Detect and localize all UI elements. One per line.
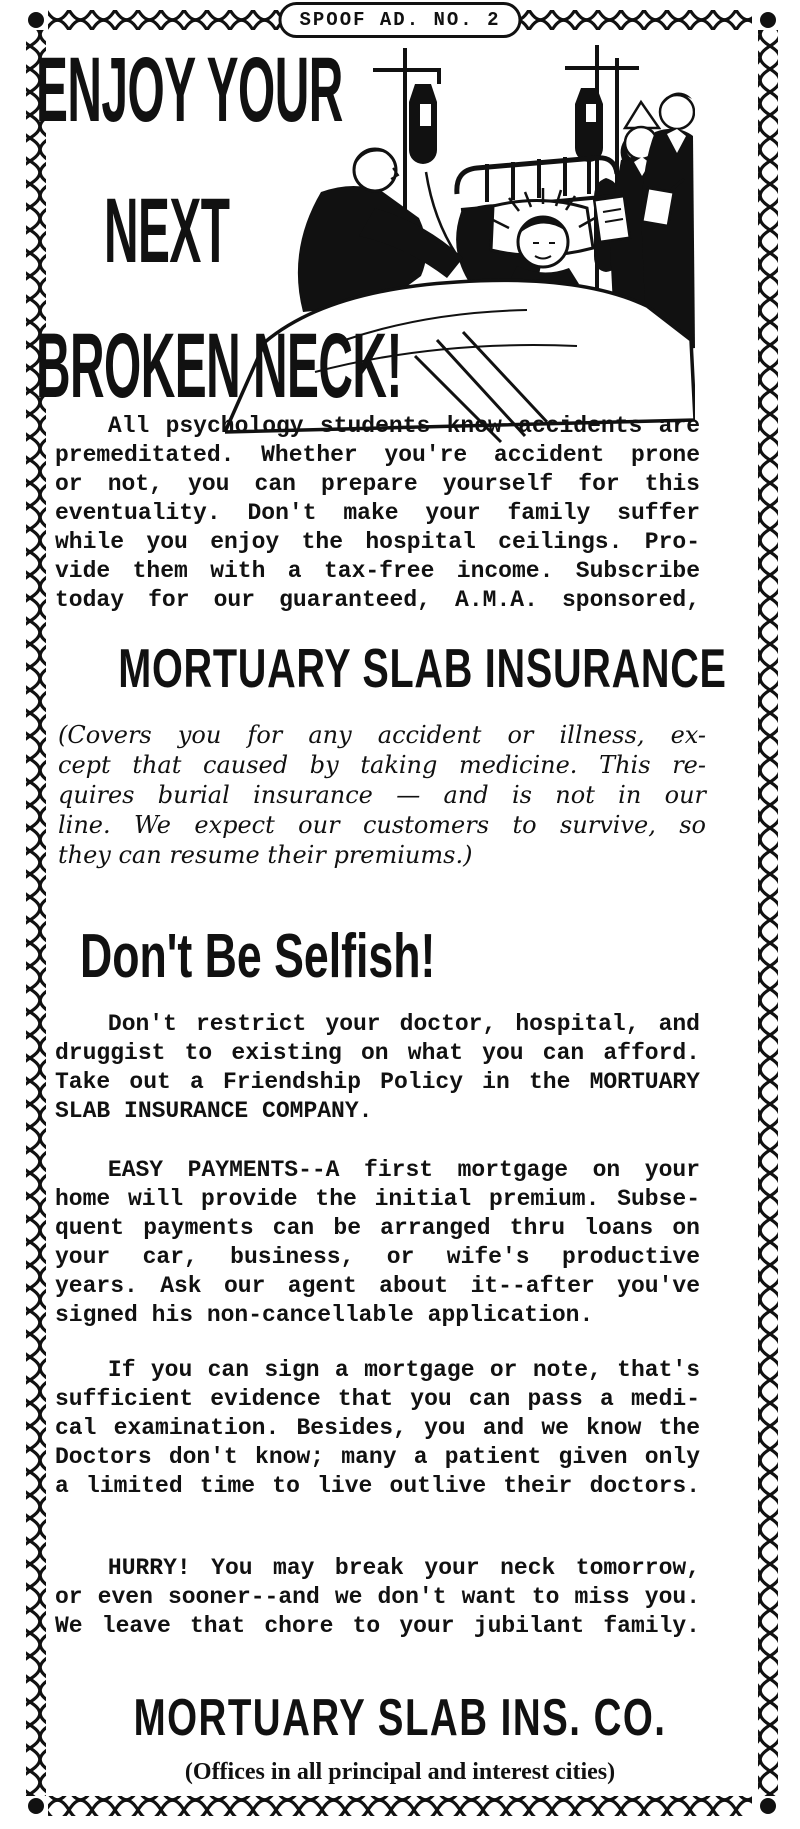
selfish-paragraph [55, 1010, 700, 1126]
product-heading [0, 637, 800, 699]
rope-right [758, 30, 778, 1796]
text-line: today for our guaranteed, A.M.A. sponsored, [55, 587, 700, 613]
text-line: or not, you can prepare yourself for this [55, 471, 700, 497]
rope-left [26, 30, 46, 1796]
text-line: EASY PAYMENTS--A first mortgage on your [107, 1157, 700, 1183]
hurry-paragraph [55, 1554, 700, 1641]
text-line: home will provide the initial premium. Subse- [55, 1186, 700, 1212]
headline-line-3: BROKEN NECK! [36, 315, 402, 417]
intro-paragraph [55, 412, 700, 615]
offices-note: (Offices in all principal and interest cities) [184, 1759, 616, 1785]
corner-dot-icon [28, 1798, 44, 1814]
text-line: If you can sign a mortgage or note, that's [107, 1357, 700, 1383]
text-line: HURRY! You may break your neck tomorrow, [107, 1555, 700, 1581]
corner-dot-icon [760, 12, 776, 28]
headline-line-2: NEXT [104, 180, 230, 282]
text-line: eventuality. Don't make your family suffer [55, 500, 700, 526]
company-name [0, 1689, 800, 1747]
text-line: a limited time to live outlive their doctors. [55, 1473, 700, 1499]
text-line: quires burial insurance — and is not in our [58, 781, 706, 809]
text-line: sufficient evidence that you can pass a medi- [55, 1386, 700, 1412]
company-name-text: MORTUARY SLAB INS. CO. [133, 1689, 667, 1747]
text-line: line. We expect our customers to survive, so [58, 811, 706, 839]
corner-dot-icon [28, 12, 44, 28]
text-line: premeditated. Whether you're accident prone [55, 442, 700, 468]
corner-dot-icon [760, 1798, 776, 1814]
headline-line-1: ENJOY YOUR [36, 39, 343, 141]
text-line: quent payments can be arranged thru loans on [55, 1215, 700, 1241]
text-line: years. Ask our agent about it--after you've [55, 1273, 700, 1299]
text-line: cept that caused by taking medicine. This re- [58, 751, 706, 779]
text-line: All psychology students know accidents are [107, 413, 700, 439]
text-line: signed his non-cancellable application. [55, 1302, 594, 1328]
text-line: while you enjoy the hospital ceilings. Pro- [55, 529, 700, 555]
text-line: druggist to existing on what you can afford. [55, 1040, 700, 1066]
rope-bottom [48, 1796, 752, 1816]
text-line: We leave that chore to your jubilant family. [55, 1613, 700, 1639]
text-line: (Covers you for any accident or illness, ex- [58, 721, 706, 749]
spoof-ad-badge: SPOOF AD. NO. 2 [278, 2, 521, 38]
text-line: Don't restrict your doctor, hospital, and [107, 1011, 700, 1037]
text-line: or even sooner--and we don't want to miss you. [55, 1584, 700, 1610]
medical-exam-paragraph [55, 1356, 700, 1501]
text-line: Doctors don't know; many a patient given only [55, 1444, 700, 1470]
text-line: SLAB INSURANCE COMPANY. [55, 1098, 373, 1124]
text-line: your car, business, or wife's productive [55, 1244, 700, 1270]
easy-payments-paragraph [55, 1156, 700, 1330]
text-line: cal examination. Besides, you and we know the [55, 1415, 700, 1441]
text-line: Take out a Friendship Policy in the MORTUARY [55, 1069, 700, 1095]
product-heading-text: MORTUARY SLAB INSURANCE [118, 637, 727, 699]
text-line: vide them with a tax-free income. Subscribe [55, 558, 700, 584]
coverage-note-paragraph [58, 720, 706, 870]
text-line: they can resume their premiums.) [58, 841, 473, 869]
selfish-heading: Don't Be Selfish! [80, 922, 436, 991]
